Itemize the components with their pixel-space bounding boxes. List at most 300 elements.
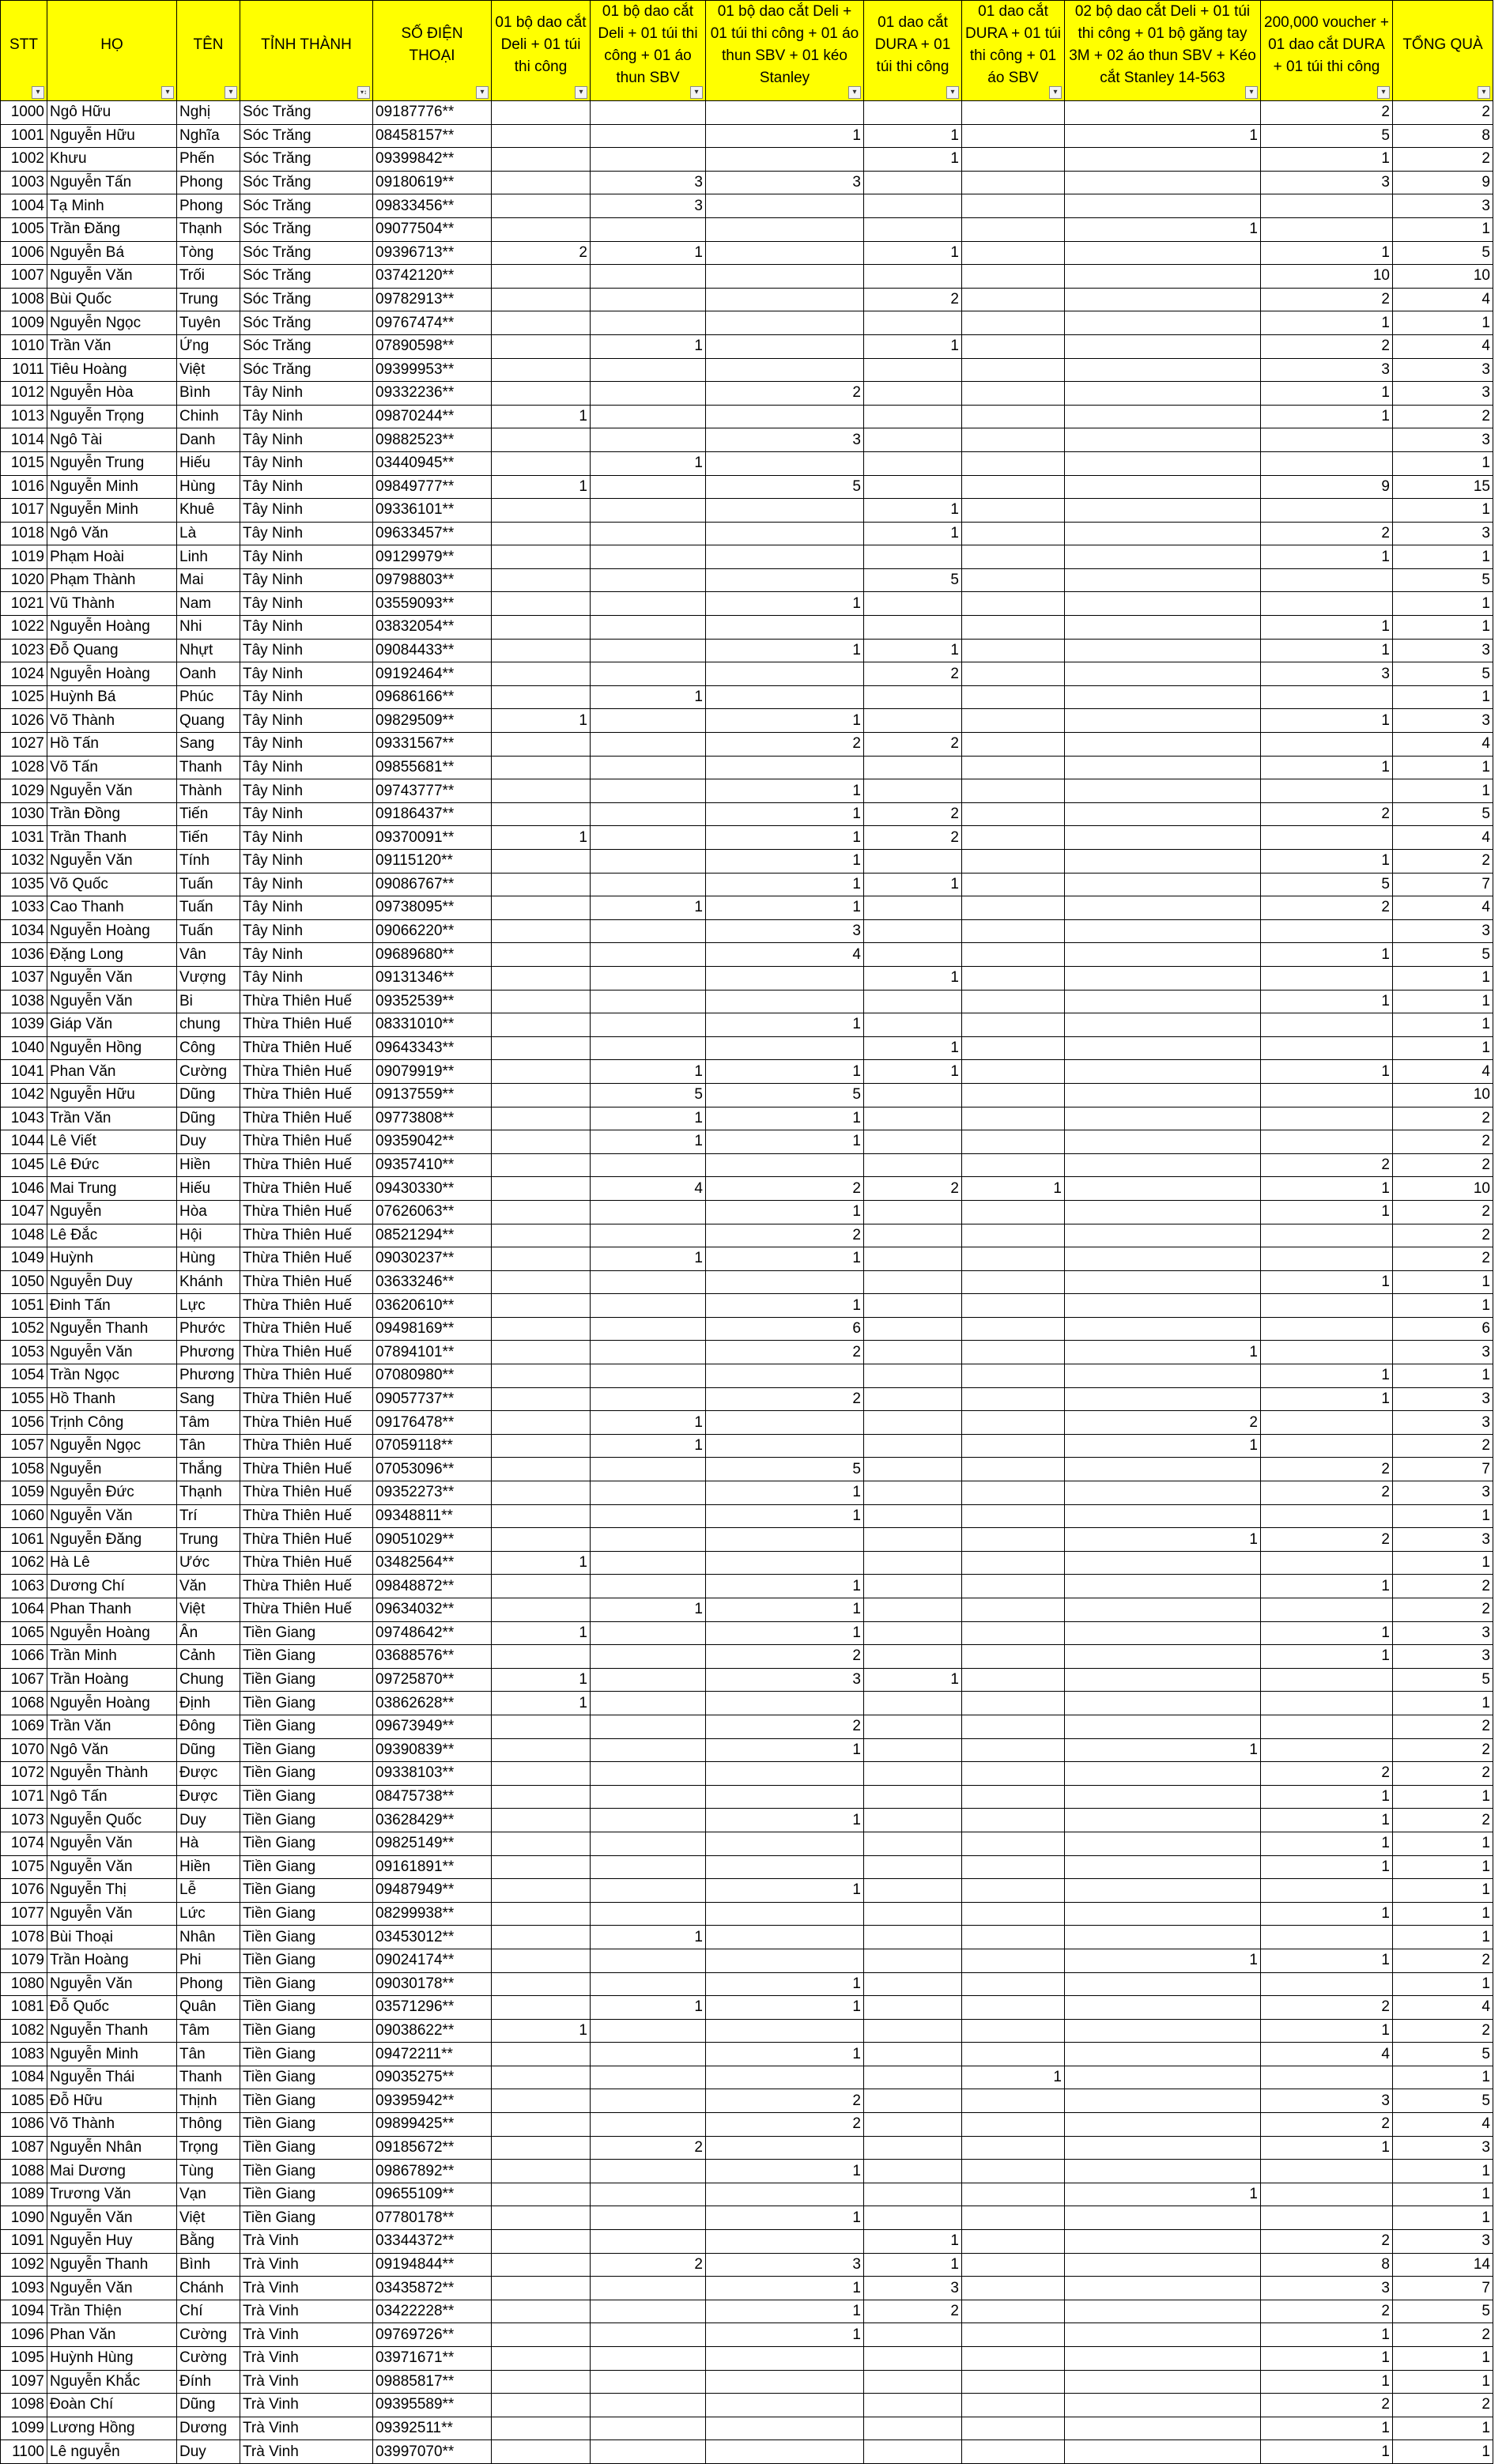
cell-gift-3[interactable]: 5 — [706, 1458, 864, 1481]
cell-gift-3[interactable]: 1 — [706, 1013, 864, 1037]
cell-gift-5[interactable] — [962, 1434, 1065, 1458]
cell-gift-6[interactable] — [1065, 616, 1261, 640]
cell-gift-5[interactable] — [962, 873, 1065, 896]
cell-tong-qua[interactable]: 3 — [1393, 428, 1493, 452]
cell-gift-3[interactable]: 2 — [706, 382, 864, 406]
cell-so-dien-thoai[interactable]: 09392511** — [373, 2417, 492, 2440]
cell-gift-1[interactable] — [492, 2323, 591, 2347]
cell-ten[interactable]: Tâm — [177, 1411, 240, 1435]
cell-gift-5[interactable] — [962, 148, 1065, 172]
cell-gift-6[interactable] — [1065, 685, 1261, 709]
cell-gift-5[interactable] — [962, 1060, 1065, 1084]
cell-tinh-thanh[interactable]: Tiền Giang — [240, 2136, 373, 2160]
cell-ho[interactable]: Ngô Văn — [47, 1738, 177, 1762]
cell-gift-4[interactable] — [864, 1598, 962, 1622]
cell-tong-qua[interactable]: 4 — [1393, 1060, 1493, 1084]
cell-gift-7[interactable]: 1 — [1261, 311, 1393, 335]
cell-gift-1[interactable] — [492, 1972, 591, 1996]
cell-gift-4[interactable]: 1 — [864, 639, 962, 662]
cell-tinh-thanh[interactable]: Thừa Thiên Huế — [240, 1481, 373, 1505]
cell-so-dien-thoai[interactable]: 09186437** — [373, 802, 492, 826]
cell-gift-2[interactable] — [591, 2300, 706, 2323]
cell-so-dien-thoai[interactable]: 09035275** — [373, 2066, 492, 2089]
cell-gift-6[interactable] — [1065, 2347, 1261, 2371]
cell-gift-3[interactable] — [706, 685, 864, 709]
cell-stt[interactable]: 1015 — [1, 451, 47, 475]
cell-gift-3[interactable]: 1 — [706, 124, 864, 148]
cell-gift-6[interactable] — [1065, 101, 1261, 125]
cell-gift-2[interactable] — [591, 265, 706, 289]
cell-tinh-thanh[interactable]: Thừa Thiên Huế — [240, 1294, 373, 1318]
cell-gift-5[interactable] — [962, 1200, 1065, 1224]
cell-tong-qua[interactable]: 3 — [1393, 2230, 1493, 2254]
cell-gift-3[interactable] — [706, 1364, 864, 1388]
cell-gift-4[interactable] — [864, 1972, 962, 1996]
cell-ten[interactable]: Việt — [177, 2206, 240, 2230]
cell-stt[interactable]: 1086 — [1, 2113, 47, 2137]
cell-gift-6[interactable] — [1065, 1083, 1261, 1107]
cell-gift-5[interactable] — [962, 2417, 1065, 2440]
cell-ten[interactable]: Phến — [177, 148, 240, 172]
cell-ho[interactable]: Nguyễn Văn — [47, 265, 177, 289]
cell-so-dien-thoai[interactable]: 09748642** — [373, 1621, 492, 1645]
cell-gift-1[interactable] — [492, 1762, 591, 1786]
cell-gift-7[interactable]: 2 — [1261, 334, 1393, 358]
cell-gift-3[interactable]: 1 — [706, 1504, 864, 1528]
cell-tong-qua[interactable]: 3 — [1393, 1528, 1493, 1552]
cell-ten[interactable]: Chung — [177, 1668, 240, 1692]
cell-tong-qua[interactable]: 3 — [1393, 1481, 1493, 1505]
cell-gift-6[interactable] — [1065, 475, 1261, 499]
cell-so-dien-thoai[interactable]: 03571296** — [373, 1996, 492, 2020]
cell-gift-2[interactable]: 5 — [591, 1083, 706, 1107]
cell-ho[interactable]: Nguyễn Văn — [47, 1341, 177, 1364]
cell-gift-1[interactable] — [492, 358, 591, 382]
cell-gift-4[interactable] — [864, 1551, 962, 1575]
cell-so-dien-thoai[interactable]: 09655109** — [373, 2183, 492, 2206]
cell-so-dien-thoai[interactable]: 09192464** — [373, 662, 492, 686]
cell-gift-4[interactable] — [864, 943, 962, 967]
cell-gift-1[interactable] — [492, 2230, 591, 2254]
cell-gift-2[interactable] — [591, 779, 706, 803]
cell-gift-1[interactable] — [492, 1481, 591, 1505]
cell-gift-3[interactable]: 1 — [706, 592, 864, 616]
cell-gift-5[interactable] — [962, 1692, 1065, 1715]
cell-ho[interactable]: Lương Hồng — [47, 2417, 177, 2440]
cell-ho[interactable]: Hà Lê — [47, 1551, 177, 1575]
cell-stt[interactable]: 1022 — [1, 616, 47, 640]
cell-so-dien-thoai[interactable]: 09129979** — [373, 545, 492, 569]
cell-tinh-thanh[interactable]: Tây Ninh — [240, 592, 373, 616]
cell-ten[interactable]: Oanh — [177, 662, 240, 686]
cell-gift-2[interactable] — [591, 1458, 706, 1481]
cell-ten[interactable]: Quân — [177, 1996, 240, 2020]
cell-ten[interactable]: Linh — [177, 545, 240, 569]
cell-gift-4[interactable] — [864, 1809, 962, 1832]
cell-gift-1[interactable]: 1 — [492, 1551, 591, 1575]
cell-gift-2[interactable] — [591, 1621, 706, 1645]
cell-gift-4[interactable] — [864, 2089, 962, 2113]
cell-stt[interactable]: 1050 — [1, 1270, 47, 1294]
cell-gift-7[interactable] — [1261, 1668, 1393, 1692]
cell-tinh-thanh[interactable]: Trà Vinh — [240, 2394, 373, 2417]
cell-stt[interactable]: 1051 — [1, 1294, 47, 1318]
cell-stt[interactable]: 1048 — [1, 1224, 47, 1247]
cell-tong-qua[interactable]: 2 — [1393, 1153, 1493, 1177]
cell-tong-qua[interactable]: 1 — [1393, 1855, 1493, 1879]
cell-tinh-thanh[interactable]: Tây Ninh — [240, 966, 373, 990]
cell-stt[interactable]: 1006 — [1, 241, 47, 265]
cell-gift-7[interactable]: 1 — [1261, 1785, 1393, 1809]
cell-so-dien-thoai[interactable]: 09487949** — [373, 1879, 492, 1903]
cell-gift-1[interactable]: 1 — [492, 1621, 591, 1645]
cell-gift-2[interactable] — [591, 2206, 706, 2230]
cell-tong-qua[interactable]: 5 — [1393, 2043, 1493, 2066]
cell-gift-3[interactable] — [706, 2370, 864, 2394]
cell-stt[interactable]: 1029 — [1, 779, 47, 803]
cell-gift-5[interactable] — [962, 1598, 1065, 1622]
cell-so-dien-thoai[interactable]: 03742120** — [373, 265, 492, 289]
cell-gift-2[interactable] — [591, 919, 706, 943]
cell-so-dien-thoai[interactable]: 09115120** — [373, 850, 492, 874]
dropdown-arrow-icon[interactable]: ▾ — [1478, 86, 1490, 99]
cell-stt[interactable]: 1042 — [1, 1083, 47, 1107]
cell-gift-7[interactable]: 1 — [1261, 990, 1393, 1013]
cell-gift-6[interactable] — [1065, 171, 1261, 194]
cell-gift-6[interactable] — [1065, 943, 1261, 967]
cell-gift-2[interactable] — [591, 2417, 706, 2440]
cell-gift-2[interactable] — [591, 592, 706, 616]
cell-gift-2[interactable] — [591, 311, 706, 335]
cell-ten[interactable]: Hòa — [177, 1200, 240, 1224]
cell-gift-1[interactable] — [492, 1926, 591, 1949]
cell-tong-qua[interactable]: 1 — [1393, 1785, 1493, 1809]
cell-tinh-thanh[interactable]: Thừa Thiên Huế — [240, 1551, 373, 1575]
cell-gift-2[interactable] — [591, 405, 706, 428]
cell-gift-6[interactable]: 1 — [1065, 217, 1261, 241]
cell-gift-3[interactable]: 3 — [706, 171, 864, 194]
cell-stt[interactable]: 1067 — [1, 1668, 47, 1692]
cell-gift-3[interactable] — [706, 217, 864, 241]
cell-gift-5[interactable]: 1 — [962, 2066, 1065, 2089]
cell-gift-5[interactable] — [962, 2347, 1065, 2371]
cell-gift-6[interactable] — [1065, 148, 1261, 172]
cell-tinh-thanh[interactable]: Trà Vinh — [240, 2300, 373, 2323]
cell-gift-5[interactable] — [962, 2206, 1065, 2230]
cell-gift-5[interactable] — [962, 2160, 1065, 2183]
cell-gift-5[interactable] — [962, 1996, 1065, 2020]
cell-gift-3[interactable]: 1 — [706, 1130, 864, 1154]
cell-so-dien-thoai[interactable]: 09066220** — [373, 919, 492, 943]
cell-gift-4[interactable]: 1 — [864, 1060, 962, 1084]
cell-gift-6[interactable] — [1065, 592, 1261, 616]
cell-gift-2[interactable] — [591, 1879, 706, 1903]
dropdown-arrow-icon[interactable]: ▾ — [575, 86, 587, 99]
cell-stt[interactable]: 1099 — [1, 2417, 47, 2440]
cell-gift-2[interactable] — [591, 1738, 706, 1762]
cell-stt[interactable]: 1030 — [1, 802, 47, 826]
cell-stt[interactable]: 1040 — [1, 1036, 47, 1060]
cell-gift-4[interactable] — [864, 1341, 962, 1364]
cell-tinh-thanh[interactable]: Sóc Trăng — [240, 358, 373, 382]
cell-gift-4[interactable] — [864, 1200, 962, 1224]
cell-gift-5[interactable] — [962, 2019, 1065, 2043]
cell-tong-qua[interactable]: 3 — [1393, 639, 1493, 662]
cell-gift-3[interactable] — [706, 2440, 864, 2464]
cell-tinh-thanh[interactable]: Trà Vinh — [240, 2347, 373, 2371]
cell-gift-6[interactable]: 1 — [1065, 1341, 1261, 1364]
cell-gift-4[interactable] — [864, 451, 962, 475]
cell-gift-4[interactable] — [864, 1692, 962, 1715]
cell-gift-2[interactable] — [591, 1317, 706, 1341]
cell-so-dien-thoai[interactable]: 03422228** — [373, 2300, 492, 2323]
cell-tong-qua[interactable]: 1 — [1393, 2347, 1493, 2371]
cell-ho[interactable]: Đỗ Quang — [47, 639, 177, 662]
cell-gift-1[interactable]: 1 — [492, 1668, 591, 1692]
cell-tong-qua[interactable]: 3 — [1393, 522, 1493, 545]
cell-stt[interactable]: 1017 — [1, 499, 47, 523]
cell-so-dien-thoai[interactable]: 09634032** — [373, 1598, 492, 1622]
cell-tinh-thanh[interactable]: Tây Ninh — [240, 896, 373, 920]
cell-tinh-thanh[interactable]: Tây Ninh — [240, 873, 373, 896]
cell-gift-2[interactable] — [591, 756, 706, 779]
cell-ten[interactable]: Sang — [177, 1387, 240, 1411]
cell-stt[interactable]: 1090 — [1, 2206, 47, 2230]
cell-gift-7[interactable] — [1261, 733, 1393, 757]
cell-ten[interactable]: Duy — [177, 2440, 240, 2464]
cell-stt[interactable]: 1089 — [1, 2183, 47, 2206]
cell-gift-3[interactable]: 1 — [706, 1294, 864, 1318]
cell-gift-4[interactable]: 1 — [864, 124, 962, 148]
cell-ho[interactable]: Phan Văn — [47, 2323, 177, 2347]
cell-ho[interactable]: Nguyễn Hoàng — [47, 1621, 177, 1645]
cell-so-dien-thoai[interactable]: 07059118** — [373, 1434, 492, 1458]
cell-tinh-thanh[interactable]: Tiền Giang — [240, 1996, 373, 2020]
cell-tong-qua[interactable]: 15 — [1393, 475, 1493, 499]
cell-ten[interactable]: Sang — [177, 733, 240, 757]
cell-gift-3[interactable]: 1 — [706, 1200, 864, 1224]
cell-tong-qua[interactable]: 3 — [1393, 1645, 1493, 1669]
cell-gift-5[interactable] — [962, 405, 1065, 428]
cell-gift-7[interactable] — [1261, 499, 1393, 523]
cell-ho[interactable]: Võ Tấn — [47, 756, 177, 779]
cell-gift-3[interactable] — [706, 1692, 864, 1715]
cell-ho[interactable]: Phạm Thành — [47, 568, 177, 592]
cell-so-dien-thoai[interactable]: 07780178** — [373, 2206, 492, 2230]
cell-gift-4[interactable] — [864, 171, 962, 194]
cell-gift-6[interactable] — [1065, 1224, 1261, 1247]
cell-stt[interactable]: 1026 — [1, 709, 47, 733]
cell-tong-qua[interactable]: 1 — [1393, 2160, 1493, 2183]
cell-tinh-thanh[interactable]: Tây Ninh — [240, 779, 373, 803]
cell-so-dien-thoai[interactable]: 09194844** — [373, 2253, 492, 2277]
cell-ten[interactable]: Tùng — [177, 2160, 240, 2183]
cell-so-dien-thoai[interactable]: 09086767** — [373, 873, 492, 896]
cell-gift-1[interactable] — [492, 1949, 591, 1972]
cell-tong-qua[interactable]: 2 — [1393, 850, 1493, 874]
cell-tong-qua[interactable]: 1 — [1393, 1013, 1493, 1037]
cell-tinh-thanh[interactable]: Sóc Trăng — [240, 101, 373, 125]
cell-gift-1[interactable] — [492, 2253, 591, 2277]
cell-tinh-thanh[interactable]: Tiền Giang — [240, 1972, 373, 1996]
cell-gift-5[interactable] — [962, 1855, 1065, 1879]
cell-gift-1[interactable]: 1 — [492, 2019, 591, 2043]
cell-gift-5[interactable] — [962, 1832, 1065, 1855]
cell-gift-4[interactable]: 1 — [864, 241, 962, 265]
cell-gift-1[interactable] — [492, 124, 591, 148]
cell-gift-7[interactable]: 1 — [1261, 709, 1393, 733]
cell-gift-6[interactable] — [1065, 2206, 1261, 2230]
cell-gift-1[interactable] — [492, 1504, 591, 1528]
cell-gift-7[interactable]: 2 — [1261, 896, 1393, 920]
cell-tong-qua[interactable]: 2 — [1393, 1247, 1493, 1271]
cell-ho[interactable]: Ngô Văn — [47, 522, 177, 545]
cell-gift-5[interactable] — [962, 2394, 1065, 2417]
cell-gift-6[interactable] — [1065, 1200, 1261, 1224]
cell-gift-3[interactable] — [706, 1902, 864, 1926]
cell-tinh-thanh[interactable]: Thừa Thiên Huế — [240, 1177, 373, 1201]
cell-gift-7[interactable] — [1261, 1036, 1393, 1060]
cell-gift-3[interactable]: 1 — [706, 1879, 864, 1903]
cell-stt[interactable]: 1012 — [1, 382, 47, 406]
cell-gift-4[interactable] — [864, 616, 962, 640]
cell-gift-3[interactable] — [706, 756, 864, 779]
cell-gift-4[interactable] — [864, 1575, 962, 1598]
cell-gift-6[interactable] — [1065, 1317, 1261, 1341]
cell-gift-5[interactable] — [962, 194, 1065, 218]
cell-stt[interactable]: 1100 — [1, 2440, 47, 2464]
cell-gift-5[interactable] — [962, 779, 1065, 803]
cell-gift-2[interactable] — [591, 1972, 706, 1996]
cell-gift-6[interactable] — [1065, 1902, 1261, 1926]
cell-stt[interactable]: 1023 — [1, 639, 47, 662]
cell-ten[interactable]: Vượng — [177, 966, 240, 990]
cell-gift-7[interactable]: 2 — [1261, 522, 1393, 545]
cell-gift-5[interactable] — [962, 334, 1065, 358]
cell-gift-1[interactable] — [492, 2440, 591, 2464]
cell-tinh-thanh[interactable]: Trà Vinh — [240, 2323, 373, 2347]
cell-gift-7[interactable] — [1261, 1411, 1393, 1435]
cell-gift-2[interactable] — [591, 358, 706, 382]
cell-gift-4[interactable]: 1 — [864, 522, 962, 545]
cell-gift-4[interactable]: 1 — [864, 873, 962, 896]
cell-gift-5[interactable] — [962, 592, 1065, 616]
cell-gift-7[interactable] — [1261, 779, 1393, 803]
cell-ten[interactable]: Đính — [177, 2370, 240, 2394]
cell-gift-3[interactable] — [706, 1270, 864, 1294]
cell-so-dien-thoai[interactable]: 03862628** — [373, 1692, 492, 1715]
cell-stt[interactable]: 1035 — [1, 873, 47, 896]
cell-gift-6[interactable] — [1065, 919, 1261, 943]
cell-gift-4[interactable] — [864, 709, 962, 733]
cell-ten[interactable]: Tuấn — [177, 919, 240, 943]
cell-gift-1[interactable] — [492, 2043, 591, 2066]
cell-so-dien-thoai[interactable]: 09643343** — [373, 1036, 492, 1060]
cell-ho[interactable]: Bùi Thoại — [47, 1926, 177, 1949]
cell-stt[interactable]: 1057 — [1, 1434, 47, 1458]
cell-gift-1[interactable]: 1 — [492, 709, 591, 733]
cell-tong-qua[interactable]: 10 — [1393, 265, 1493, 289]
column-header-tong-qua[interactable] — [1393, 1, 1493, 101]
cell-ho[interactable]: Nguyễn Bá — [47, 241, 177, 265]
cell-gift-1[interactable] — [492, 522, 591, 545]
cell-stt[interactable]: 1045 — [1, 1153, 47, 1177]
cell-so-dien-thoai[interactable]: 09769726** — [373, 2323, 492, 2347]
cell-gift-7[interactable]: 1 — [1261, 943, 1393, 967]
cell-tong-qua[interactable]: 5 — [1393, 241, 1493, 265]
cell-tinh-thanh[interactable]: Tiền Giang — [240, 1715, 373, 1738]
cell-tinh-thanh[interactable]: Thừa Thiên Huế — [240, 1364, 373, 1388]
cell-gift-5[interactable] — [962, 2113, 1065, 2137]
cell-gift-1[interactable] — [492, 2089, 591, 2113]
cell-gift-3[interactable] — [706, 966, 864, 990]
cell-ho[interactable]: Trịnh Công — [47, 1411, 177, 1435]
cell-ho[interactable]: Nguyễn Thanh — [47, 1317, 177, 1341]
cell-tong-qua[interactable]: 3 — [1393, 2136, 1493, 2160]
cell-gift-5[interactable] — [962, 1902, 1065, 1926]
cell-gift-3[interactable]: 1 — [706, 1598, 864, 1622]
cell-ten[interactable]: Trung — [177, 288, 240, 311]
cell-gift-3[interactable] — [706, 1551, 864, 1575]
cell-so-dien-thoai[interactable]: 09187776** — [373, 101, 492, 125]
cell-ten[interactable]: Mai — [177, 568, 240, 592]
cell-stt[interactable]: 1071 — [1, 1785, 47, 1809]
cell-gift-4[interactable]: 1 — [864, 966, 962, 990]
cell-gift-7[interactable]: 2 — [1261, 101, 1393, 125]
cell-gift-4[interactable] — [864, 1481, 962, 1505]
cell-ten[interactable]: Tuấn — [177, 896, 240, 920]
cell-gift-3[interactable]: 2 — [706, 1715, 864, 1738]
cell-ho[interactable]: Trần Văn — [47, 1107, 177, 1130]
cell-tinh-thanh[interactable]: Sóc Trăng — [240, 311, 373, 335]
cell-gift-6[interactable] — [1065, 2253, 1261, 2277]
cell-tinh-thanh[interactable]: Thừa Thiên Huế — [240, 1130, 373, 1154]
cell-stt[interactable]: 1001 — [1, 124, 47, 148]
cell-so-dien-thoai[interactable]: 09331567** — [373, 733, 492, 757]
cell-gift-5[interactable] — [962, 1504, 1065, 1528]
cell-stt[interactable]: 1061 — [1, 1528, 47, 1552]
cell-gift-1[interactable] — [492, 1036, 591, 1060]
cell-tinh-thanh[interactable]: Thừa Thiên Huế — [240, 1341, 373, 1364]
cell-gift-2[interactable]: 1 — [591, 1996, 706, 2020]
cell-stt[interactable]: 1052 — [1, 1317, 47, 1341]
cell-ho[interactable]: Nguyễn Khắc — [47, 2370, 177, 2394]
cell-gift-2[interactable] — [591, 2323, 706, 2347]
cell-tinh-thanh[interactable]: Tiền Giang — [240, 2066, 373, 2089]
cell-gift-2[interactable] — [591, 639, 706, 662]
cell-gift-7[interactable] — [1261, 1551, 1393, 1575]
cell-gift-7[interactable]: 3 — [1261, 358, 1393, 382]
cell-gift-7[interactable] — [1261, 1294, 1393, 1318]
cell-gift-6[interactable]: 1 — [1065, 124, 1261, 148]
cell-ten[interactable]: Chinh — [177, 405, 240, 428]
cell-stt[interactable]: 1068 — [1, 1692, 47, 1715]
cell-ho[interactable]: Trương Văn — [47, 2183, 177, 2206]
cell-gift-7[interactable]: 1 — [1261, 756, 1393, 779]
cell-ho[interactable]: Lê Viết — [47, 1130, 177, 1154]
cell-so-dien-thoai[interactable]: 09882523** — [373, 428, 492, 452]
cell-gift-7[interactable]: 1 — [1261, 2370, 1393, 2394]
cell-stt[interactable]: 1003 — [1, 171, 47, 194]
cell-gift-7[interactable] — [1261, 1107, 1393, 1130]
cell-tong-qua[interactable]: 1 — [1393, 616, 1493, 640]
cell-gift-2[interactable] — [591, 662, 706, 686]
cell-gift-3[interactable] — [706, 1926, 864, 1949]
cell-tinh-thanh[interactable]: Tiền Giang — [240, 2160, 373, 2183]
cell-gift-5[interactable] — [962, 1575, 1065, 1598]
cell-gift-1[interactable] — [492, 288, 591, 311]
cell-tinh-thanh[interactable]: Tây Ninh — [240, 639, 373, 662]
